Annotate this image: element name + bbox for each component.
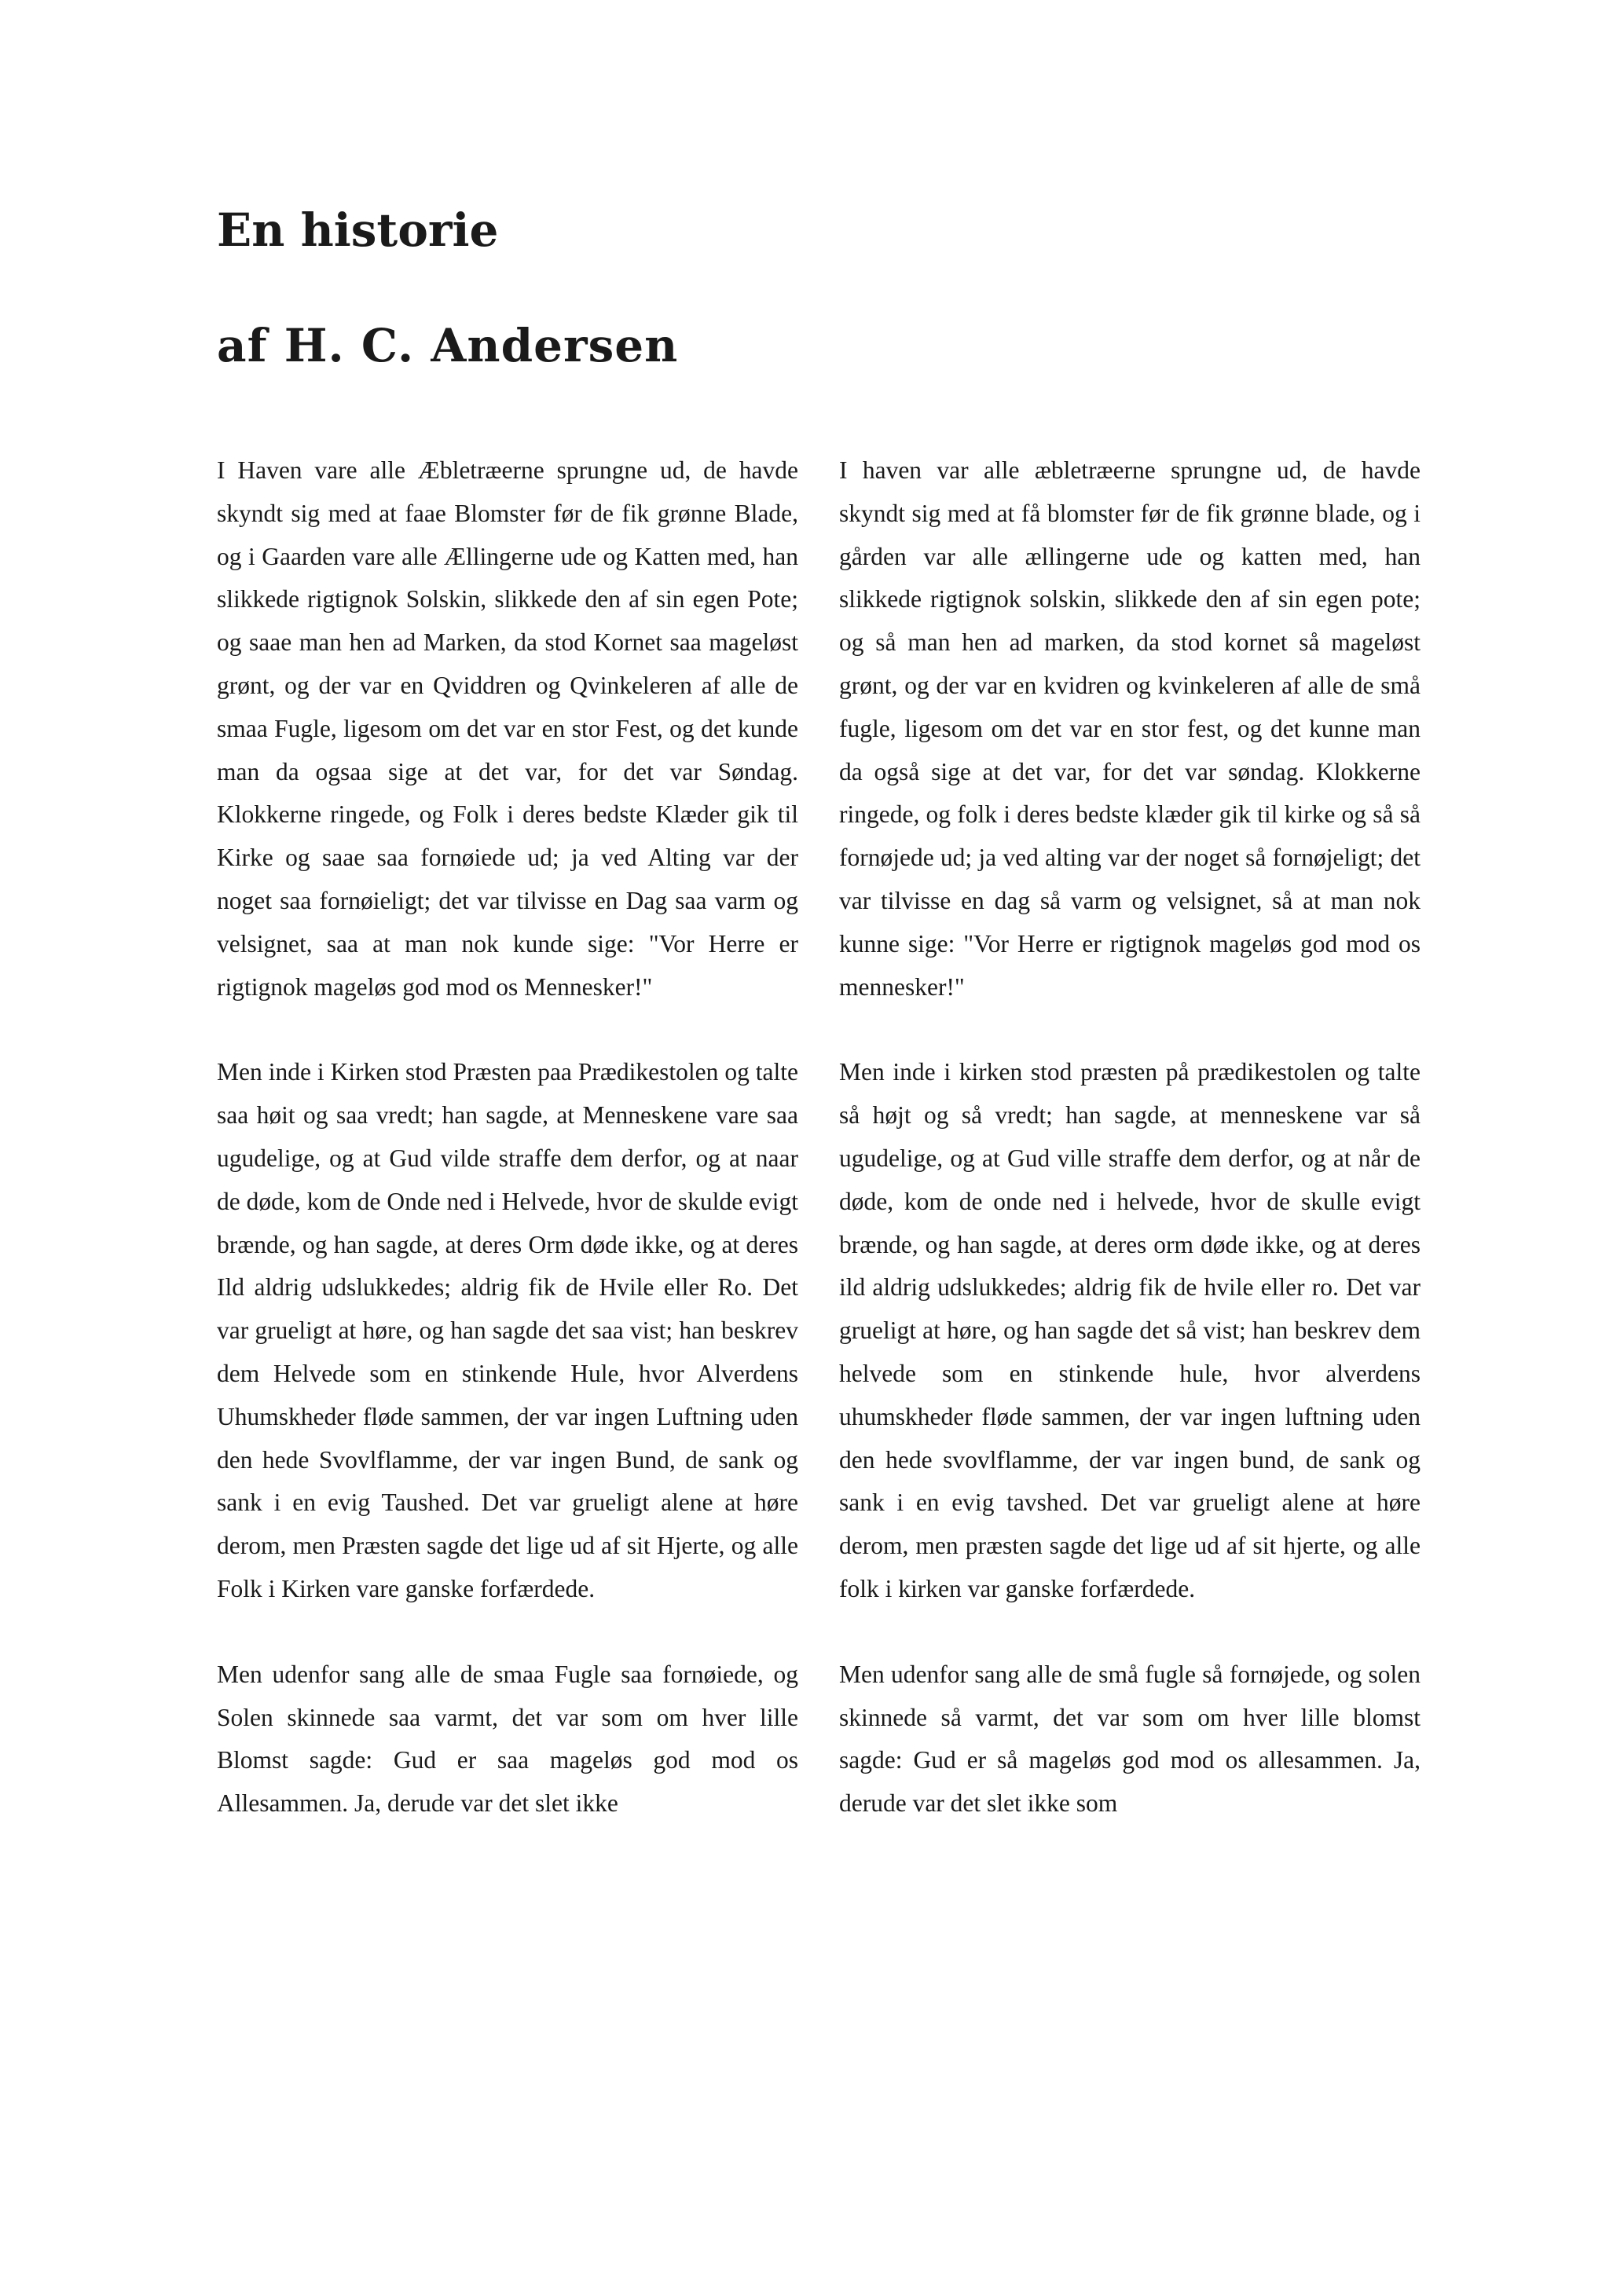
paragraph: I Haven vare alle Æbletræerne sprungne ud, de havde skyndt sig med at faae Blomster før de fik grønne Blade, og i Gaarden vare alle Ællingerne ude og Katten med, han slikkede rigtignok Solskin, slikkede den af sin egen Pote; og saae man hen ad Marken, da stod Kornet saa mageløst grønt, og der var en Qviddren og Qvinkeleren af alle de smaa Fugle, ligesom om det var en stor Fest, og det kunde man da ogsaa sige at det var, for det var Søndag. Klokkerne ringede, og Folk i deres bedste Klæder gik til Kirke og saae saa fornøiede ud; ja ved Alting var der noget saa fornøieligt; det var tilvisse en Dag saa varm og velsignet, saa at man nok kunde sige: "Vor Herre er rigtignok mageløs god mod os Mennesker!" <box>217 456 798 1001</box>
paragraph: Men inde i Kirken stod Præsten paa Prædikestolen og talte saa høit og saa vredt; han sagde, at Menneskene vare saa ugudelige, og at Gud vilde straffe dem derfor, og at naar de døde, kom de Onde ned i Helvede, hvor de skulde evigt brænde, og han sagde, at deres Orm døde ikke, og at deres Ild aldrig udslukkedes; aldrig fik de Hvile eller Ro. Det var grueligt at høre, og han sagde det saa vist; han beskrev dem Helvede som en stinkende Hule, hvor Alverdens Uhumskheder fløde sammen, der var ingen Luftning uden den hede Svovlflamme, der var ingen Bund, de sank og sank i en evig Taushed. Det var grueligt alene at høre derom, men Præsten sagde det lige ud af sit Hjerte, og alle Folk i Kirken vare ganske forfærdede. <box>217 1058 798 1602</box>
paragraph: Men inde i kirken stod præsten på prædikestolen og talte så højt og så vredt; han sagde, at menneskene var så ugudelige, og at Gud ville straffe dem derfor, og at når de døde, kom de onde ned i helvede, hvor de skulle evigt brænde, og han sagde, at deres orm døde ikke, og at deres ild aldrig udslukkedes; aldrig fik de hvile eller ro. Det var grueligt at høre, og han sagde det så vist; han beskrev dem helvede som en stinkende hule, hvor alverdens uhumskheder fløde sammen, der var ingen luftning uden den hede svovlflamme, der var ingen bund, de sank og sank i en evig tavshed. Det var grueligt alene at høre derom, men præsten sagde det lige ud af sit hjerte, og alle folk i kirken var ganske forfærdede. <box>839 1058 1421 1602</box>
original-text-column <box>217 449 798 1825</box>
modern-text-column <box>839 449 1421 1825</box>
document-author: af H. C. Andersen <box>217 319 679 372</box>
paragraph: Men udenfor sang alle de små fugle så fornøjede, og solen skinnede så varmt, det var som om hver lille blomst sagde: Gud er så mageløs god mod os allesammen. Ja, derude var det slet ikke som <box>839 1660 1421 1818</box>
document-title: En historie <box>217 203 499 257</box>
paragraph: I haven var alle æbletræerne sprungne ud, de havde skyndt sig med at få blomster før de fik grønne blade, og i gården var alle ællingerne ude og katten med, han slikkede rigtignok solskin, slikkede den af sin egen pote; og så man hen ad marken, da stod kornet så mageløst grønt, og der var en kvidren og kvinkeleren af alle de små fugle, ligesom om det var en stor fest, og det kunne man da også sige at det var, for det var søndag. Klokkerne ringede, og folk i deres bedste klæder gik til kirke og så så fornøjede ud; ja ved alting var der noget så fornøjeligt; det var tilvisse en dag så varm og velsignet, så at man nok kunne sige: "Vor Herre er rigtignok mageløs god mod os mennesker!" <box>839 456 1421 1001</box>
paragraph: Men udenfor sang alle de smaa Fugle saa fornøiede, og Solen skinnede saa varmt, det var som om hver lille Blomst sagde: Gud er saa mageløs god mod os Allesammen. Ja, derude var det slet ikke <box>217 1660 798 1818</box>
